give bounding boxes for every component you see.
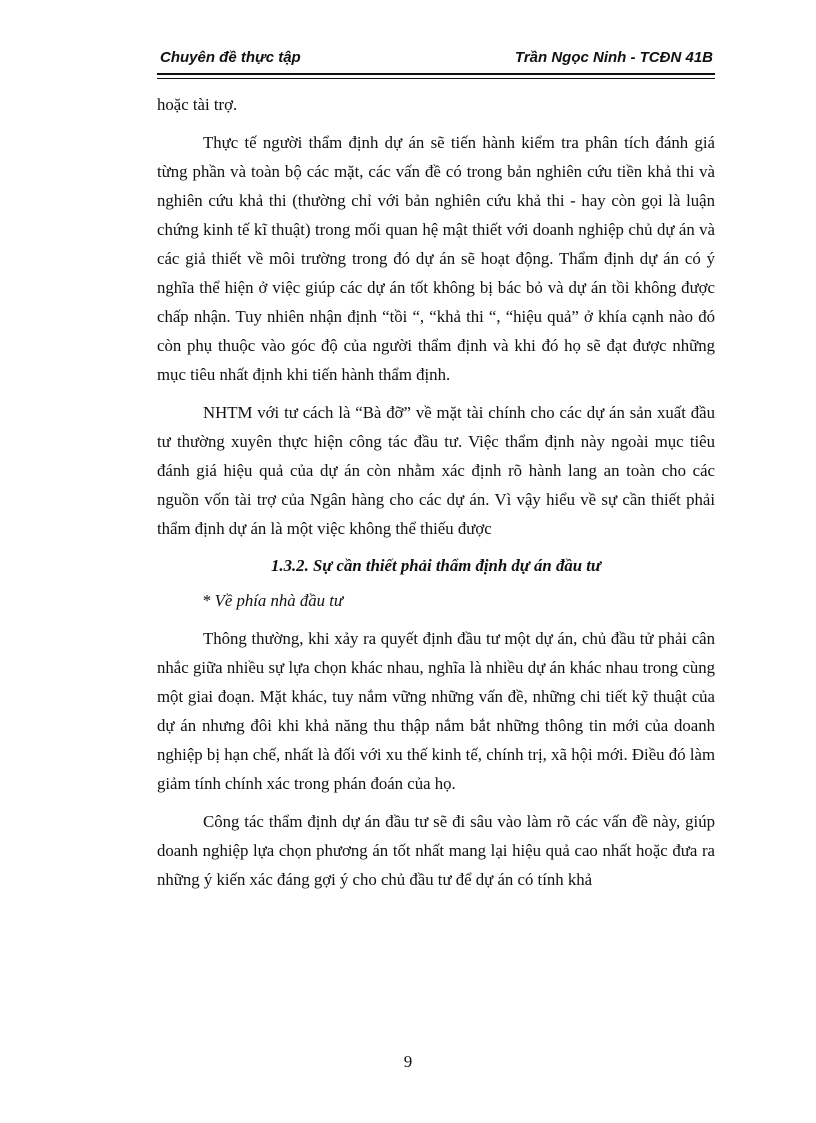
page-number: 9 (403, 1052, 413, 1071)
paragraph-continuation: hoặc tài trợ. (157, 95, 238, 114)
header-author: Trần Ngọc Ninh - TCĐN 41B (514, 49, 713, 66)
paragraph-appraisal: Thực tế người thẩm định dự án sẽ tiến hành kiểm tra phân tích đánh giá từng phần và toàn bộ các mặt, các vấn đề có trong bản nghiên cứu tiền khả thi và nghiên cứu khả thi (thường chỉ với bản nghiên cứu khả thi - hay còn gọi là luận chứng kinh tế kĩ thuật) trong mối quan hệ mật thiết với doanh nghiệp chủ dự án và các giả thiết về môi trường trong đó dự án sẽ hoạt động. Thẩm định dự án có ý nghĩa thể hiện ở việc giúp các dự án tốt không bị bác bỏ và dự án tồi không được chấp nhận. Tuy nhiên nhận định “tồi “, “khả thi “, “hiệu quả” ở khía cạnh nào đó còn phụ thuộc vào góc độ của người thẩm định và khi đó họ sẽ đạt được những mục tiêu nhất định khi tiến hành thẩm định. (157, 133, 715, 384)
page-header (157, 46, 715, 72)
header-rule-thick (157, 73, 715, 75)
paragraph-investor: Thông thường, khi xảy ra quyết định đầu tư một dự án, chủ đầu tử phải cân nhắc giữa nhiều sự lựa chọn khác nhau, nghĩa là nhiều dự án khác nhau trong cùng một giai đoạn. Mặt khác, tuy nắm vững những vấn đề, những chi tiết kỹ thuật của dự án nhưng đôi khi khả năng thu thập nắm bắt những thông tin mới của doanh nghiệp bị hạn chế, nhất là đối với xu thế kinh tế, chính trị, xã hội mới. Điều đó làm giảm tính chính xác trong phán đoán của họ. (157, 629, 715, 793)
header-rule-thin (157, 78, 715, 79)
header-document-title: Chuyên đề thực tập (160, 49, 301, 66)
page-body (157, 90, 715, 894)
section-heading: 1.3.2. Sự cần thiết phải thẩm định dự án đầu tư (271, 556, 601, 575)
investor-aspect-heading: * Về phía nhà đầu tư (202, 591, 344, 610)
paragraph-appraisal-work: Công tác thẩm định dự án đầu tư sẽ đi sâu vào làm rõ các vấn đề này, giúp doanh nghiệp lựa chọn phương án tốt nhất mang lại hiệu quả cao nhất hoặc đưa ra những ý kiến xác đáng gợi ý cho chủ đầu tư để dự án có tính khả (157, 812, 715, 889)
paragraph-commercial-bank: NHTM với tư cách là “Bà đỡ” về mặt tài chính cho các dự án sản xuất đầu tư thường xuyên thực hiện công tác đầu tư. Việc thẩm định này ngoài mục tiêu đánh giá hiệu quả của dự án còn nhằm xác định rõ hành lang an toàn cho các nguồn vốn tài trợ của Ngân hàng cho các dự án. Vì vậy hiểu về sự cần thiết phải thẩm định dự án là một việc không thể thiếu được (157, 403, 715, 538)
